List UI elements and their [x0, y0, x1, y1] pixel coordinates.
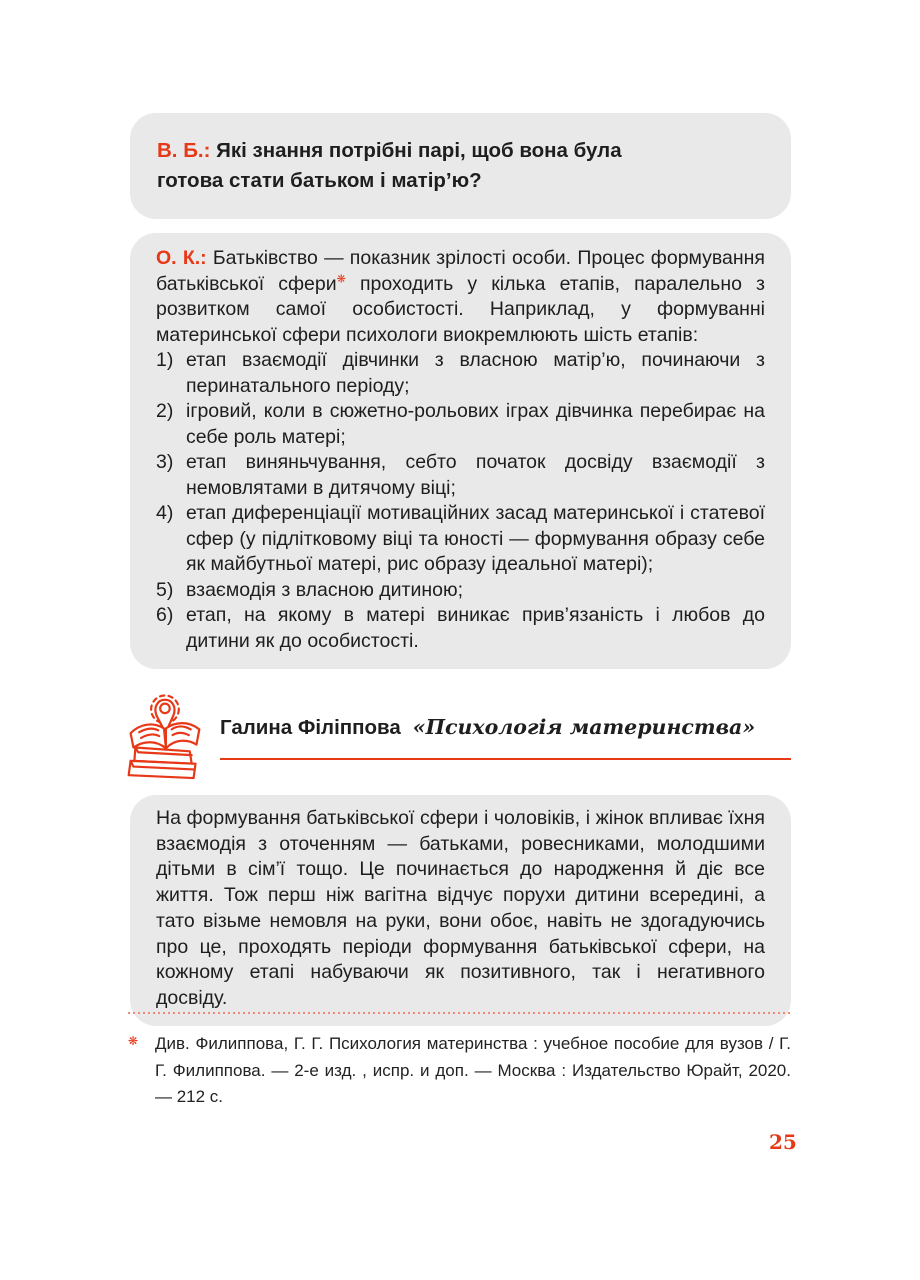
footnote-marker: ❋: [128, 1034, 139, 1048]
list-item-number: 3): [156, 451, 174, 473]
commentary-bubble: [130, 795, 791, 1026]
list-item-number: 5): [156, 578, 174, 601]
page-number: 25: [769, 1130, 797, 1154]
book-title: «Психологія материнства»: [412, 715, 756, 739]
book-reference-text: [220, 688, 791, 760]
footnote-reference-marker: ❋: [336, 273, 346, 285]
list-item: [156, 450, 765, 501]
list-item-number: 2): [156, 400, 174, 422]
list-item: [156, 399, 765, 450]
list-item-number: 1): [156, 349, 174, 371]
footnote: [128, 1031, 791, 1111]
answer-bubble: [130, 233, 791, 669]
list-item-text: етап, на якому в матері виникає прив’язаність і любов до дитини як до особистості.: [186, 604, 765, 652]
list-item: [156, 501, 765, 578]
book-reference: [122, 688, 791, 791]
footnote-text: Див. Филиппова, Г. Г. Психология материнства : учебное пособие для вузов / Г. Г. Филиппова. — 2-е изд. , испр. и доп. — Москва : Издательство Юрайт, 2020. — 212 с.: [155, 1034, 791, 1106]
book-reference-rule: [220, 758, 791, 760]
question-paragraph: [157, 136, 627, 196]
book-author: Галина Філіппова: [220, 716, 401, 739]
footnote-separator: [128, 1012, 791, 1014]
list-item-text: етап диференціації мотиваційних засад материнської і статевої сфер (у підлітковому віці та юності — формування образу себе як майбутньої матері, рис образу ідеальної матері);: [186, 502, 765, 575]
answer-intro-after-marker: проходить у кілька етапів, паралельно з розвитком самої особистості. Наприклад, у формуванні материнської сфери психологи виокремлюють шість етапів:: [156, 272, 765, 346]
stages-list: [156, 348, 765, 654]
book-author-title-line: [220, 715, 791, 740]
answer-intro-before-marker: Батьківство — показник зрілості особи. Процес формування батьківської сфери: [156, 247, 765, 295]
list-item-number: 4): [156, 502, 174, 524]
list-item-text: етап взаємодії дівчинки з власною матір’ю, починаючи з перинатального періоду;: [186, 349, 765, 397]
speaker-initials-ok: О. К.:: [156, 247, 207, 269]
question-bubble: [130, 113, 791, 219]
question-text: Які знання потрібні парі, щоб вона була готова стати батьком і матір’ю?: [157, 139, 622, 192]
answer-intro-paragraph: [156, 246, 765, 348]
list-item-text: взаємодія з власною дитиною;: [186, 578, 464, 601]
books-with-location-pin-icon: [122, 688, 206, 791]
list-item: [156, 603, 765, 654]
commentary-text: На формування батьківської сфери і чоловіків, і жінок впливає їхня взаємодія з оточенням — батьками, ровесниками, молодшими дітьми в сім’ї тощо. Це починається до народження й діє все життя. Тож перш ніж вагітна відчує порухи дитини всередині, а тато візьме немовля на руки, вони обоє, навіть не здогадуючись про це, проходять періоди формування батьківської сфери, на кожному етапі набуваючи як позитивного, так і негативного досвіду.: [156, 807, 765, 1009]
speaker-initials-vb: В. Б.:: [157, 139, 211, 162]
list-item-text: ігровий, коли в сюжетно-рольових іграх дівчинка перебирає на себе роль матері;: [186, 400, 765, 448]
list-item-text: етап виняньчування, себто початок досвіду взаємодії з немовлятами в дитячому віці;: [186, 451, 765, 499]
list-item-number: 6): [156, 604, 174, 626]
list-item: [156, 348, 765, 399]
list-item: [156, 578, 765, 604]
